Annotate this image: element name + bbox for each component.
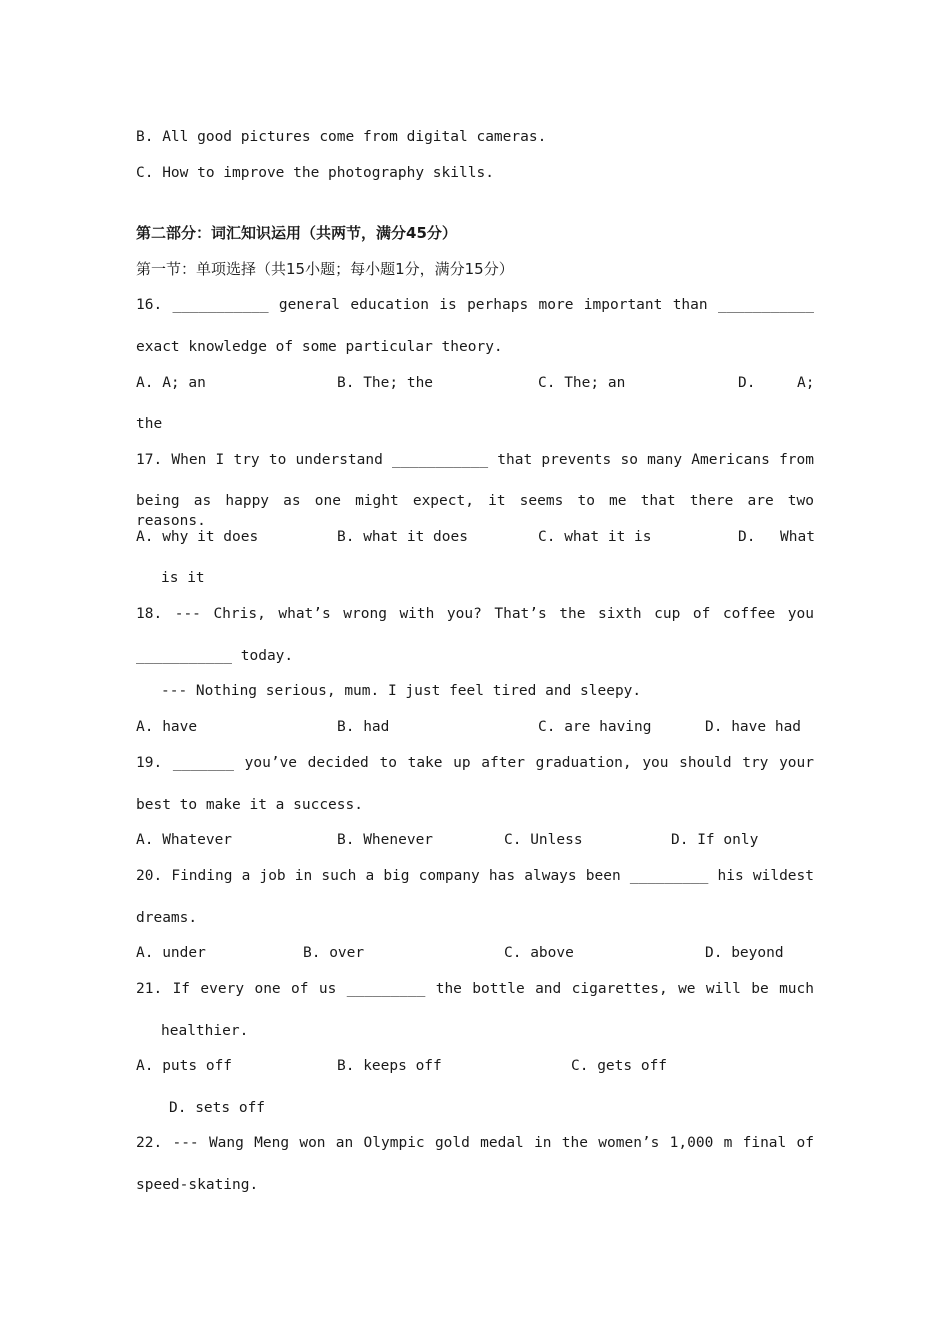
question-20-stem-line1: 20. Finding a job in such a big company has always been _________ his wildest (136, 868, 814, 884)
question-18-option-a: A. have (136, 719, 198, 735)
question-18-option-b: B. had (337, 719, 390, 735)
question-19-option-a: A. Whatever (136, 832, 233, 848)
question-19-option-d: D. If only (671, 832, 759, 848)
question-18-option-d: D. have had (705, 719, 802, 735)
question-17-stem-line1: 17. When I try to understand ___________ that prevents so many Americans from (136, 452, 814, 468)
question-17-option-a: A. why it does (136, 529, 259, 545)
question-20-option-a: A. under (136, 945, 206, 961)
question-19-option-b: B. Whenever (337, 832, 434, 848)
question-16-option-c: C. The; an (538, 375, 626, 391)
question-16-option-d-wrap: the (136, 416, 163, 432)
question-19-stem-line2: best to make it a success. (136, 797, 363, 813)
question-17-option-d-text: What (780, 529, 815, 545)
question-16-option-d-text: A; (797, 375, 815, 391)
question-21-stem-line1: 21. If every one of us _________ the bottle and cigarettes, we will be much (136, 981, 814, 997)
question-16-option-d-label: D. (738, 375, 756, 391)
question-16-stem-line1: 16. ___________ general education is perhaps more important than ___________ (136, 297, 814, 313)
question-18-dialog-reply: --- Nothing serious, mum. I just feel tired and sleepy. (161, 683, 642, 699)
question-17-option-d-wrap: is it (161, 570, 205, 586)
question-17-option-b: B. what it does (337, 529, 468, 545)
question-20-option-d: D. beyond (705, 945, 784, 961)
question-21-option-a: A. puts off (136, 1058, 233, 1074)
question-18-stem-line2: ___________ today. (136, 648, 294, 664)
section-subtitle: 第一节：单项选择（共15小题；每小题1分，满分15分） (136, 260, 514, 278)
question-16-stem-line2: exact knowledge of some particular theory. (136, 339, 503, 355)
question-17-option-d-label: D. (738, 529, 756, 545)
question-22-stem-line1: 22. --- Wang Meng won an Olympic gold medal in the women’s 1,000 m final of (136, 1135, 814, 1151)
question-16-option-a: A. A; an (136, 375, 206, 391)
question-17-option-c: C. what it is (538, 529, 652, 545)
question-19-option-c: C. Unless (504, 832, 583, 848)
section-title: 第二部分：词汇知识运用（共两节，满分45分） (136, 224, 457, 242)
question-21-option-c: C. gets off (571, 1058, 668, 1074)
question-19-stem-line1: 19. _______ you’ve decided to take up after graduation, you should try your (136, 755, 814, 771)
question-20-option-b: B. over (303, 945, 365, 961)
question-21-stem-line2: healthier. (161, 1023, 249, 1039)
prev-option-b: B. All good pictures come from digital cameras. (136, 129, 547, 145)
question-21-option-d: D. sets off (169, 1100, 266, 1116)
question-21-option-b: B. keeps off (337, 1058, 442, 1074)
question-17-stem-line2: being as happy as one might expect, it seems to me that there are two reasons. (136, 493, 814, 529)
question-18-stem-line1: 18. --- Chris, what’s wrong with you? That’s the sixth cup of coffee you (136, 606, 814, 622)
question-18-option-c: C. are having (538, 719, 652, 735)
prev-option-c: C. How to improve the photography skills. (136, 165, 494, 181)
question-20-stem-line2: dreams. (136, 910, 198, 926)
question-20-option-c: C. above (504, 945, 574, 961)
question-16-option-b: B. The; the (337, 375, 434, 391)
question-22-stem-line2: speed-skating. (136, 1177, 259, 1193)
